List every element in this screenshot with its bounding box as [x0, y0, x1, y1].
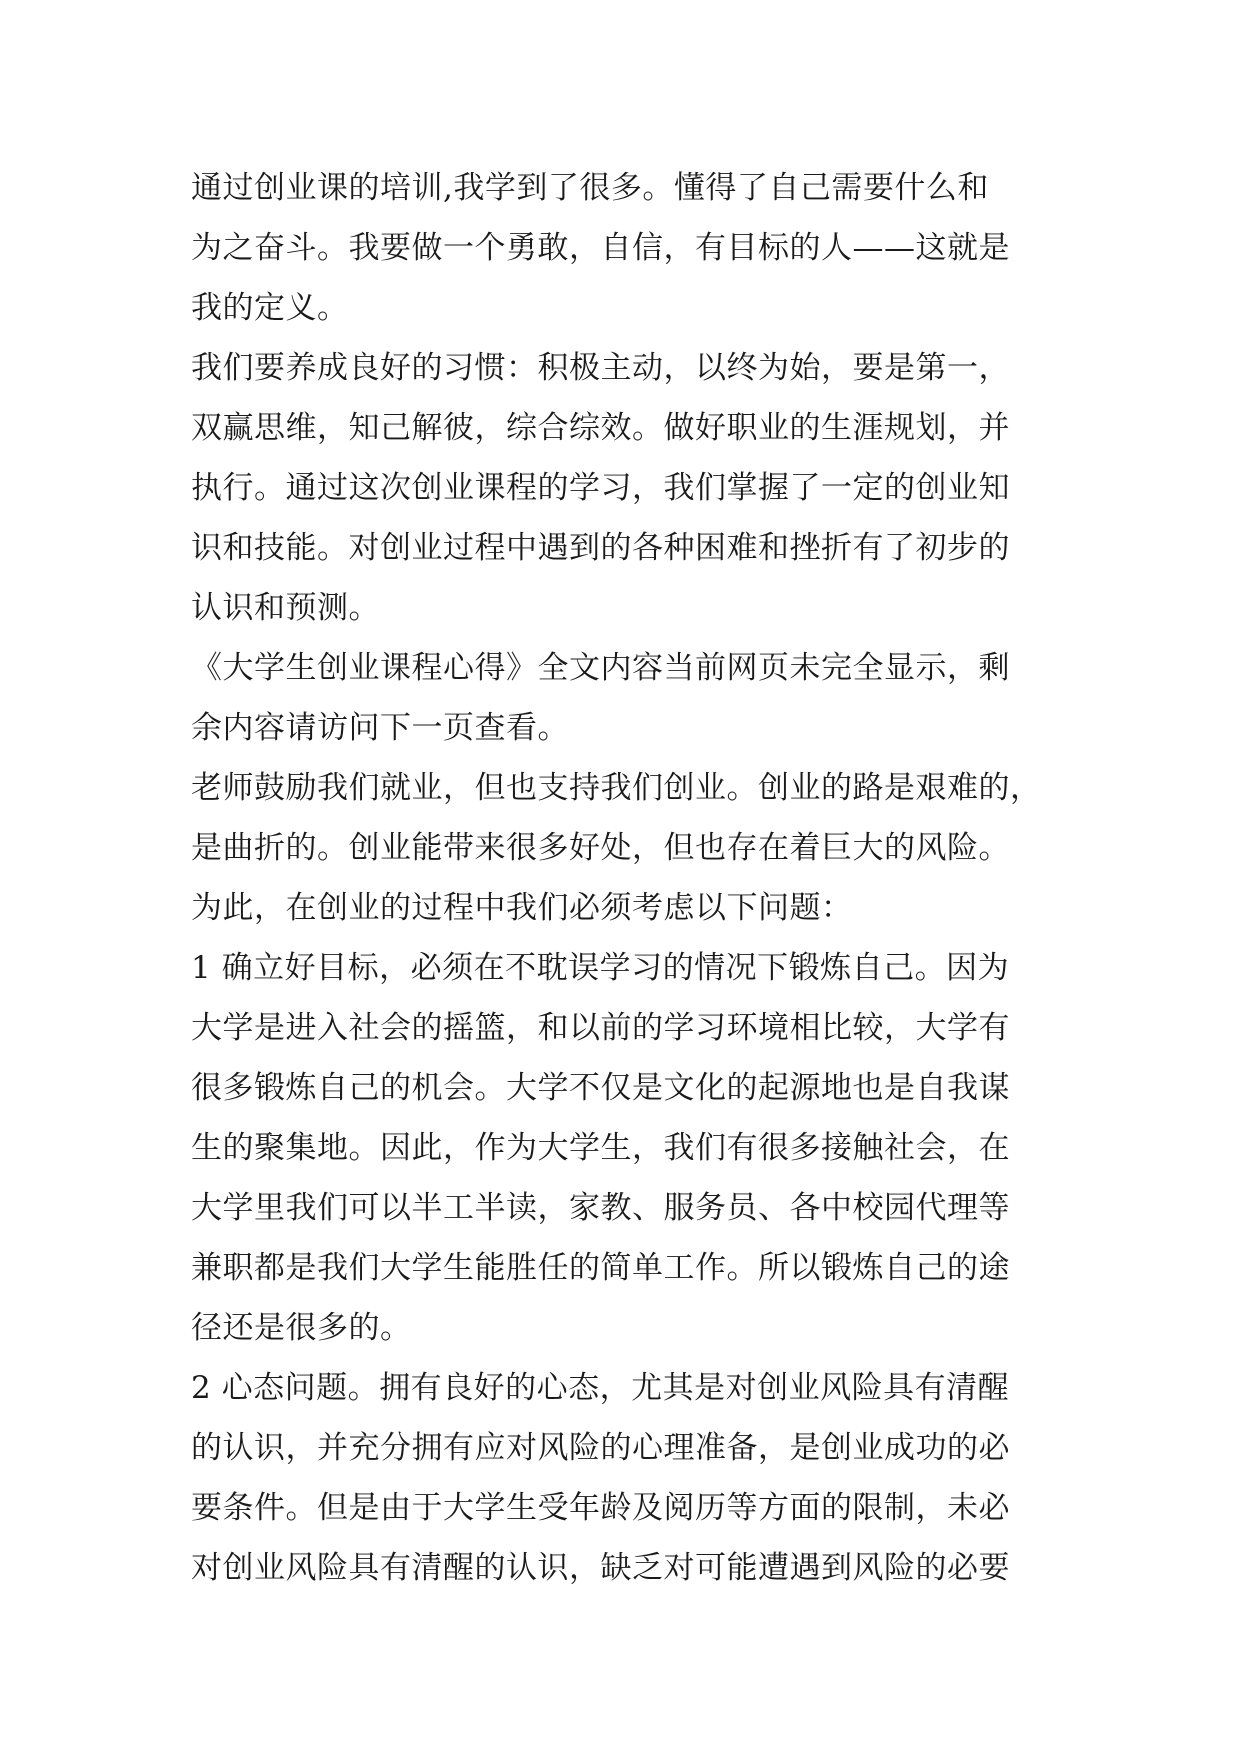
- text-line: 大学里我们可以半工半读，家教、服务员、各中校园代理等: [191, 1190, 1010, 1226]
- text-line: 老师鼓励我们就业，但也支持我们创业。创业的路是艰难的，: [191, 770, 1042, 806]
- text-line: 1 确立好目标，必须在不耽误学习的情况下锻炼自己。因为: [191, 950, 1010, 986]
- text-line: 双赢思维，知己解彼，综合综效。做好职业的生涯规划，并: [191, 410, 1010, 446]
- text-line: 径还是很多的。: [191, 1310, 412, 1346]
- text-line: 的认识，并充分拥有应对风险的心理准备，是创业成功的必: [191, 1430, 1010, 1466]
- text-line: 我的定义。: [191, 290, 349, 326]
- text-line: 《大学生创业课程心得》全文内容当前网页未完全显示，剩: [191, 650, 1010, 686]
- text-line: 通过创业课的培训,我学到了很多。懂得了自己需要什么和: [191, 170, 989, 206]
- text-line: 兼职都是我们大学生能胜任的简单工作。所以锻炼自己的途: [191, 1250, 1010, 1286]
- text-line: 我们要养成良好的习惯：积极主动，以终为始，要是第一，: [191, 350, 1010, 386]
- text-line: 2 心态问题。拥有良好的心态，尤其是对创业风险具有清醒: [191, 1370, 1010, 1406]
- text-line: 对创业风险具有清醒的认识，缺乏对可能遭遇到风险的必要: [191, 1550, 1010, 1586]
- text-line: 识和技能。对创业过程中遇到的各种困难和挫折有了初步的: [191, 530, 1010, 566]
- text-line: 执行。通过这次创业课程的学习，我们掌握了一定的创业知: [191, 470, 1010, 506]
- text-line: 要条件。但是由于大学生受年龄及阅历等方面的限制，未必: [191, 1490, 1010, 1526]
- text-line: 很多锻炼自己的机会。大学不仅是文化的起源地也是自我谋: [191, 1070, 1010, 1106]
- text-line: 大学是进入社会的摇篮，和以前的学习环境相比较，大学有: [191, 1010, 1010, 1046]
- text-line: 生的聚集地。因此，作为大学生，我们有很多接触社会，在: [191, 1130, 1010, 1166]
- text-line: 余内容请访问下一页查看。: [191, 710, 569, 746]
- text-line: 为此，在创业的过程中我们必须考虑以下问题：: [191, 890, 853, 926]
- text-line: 为之奋斗。我要做一个勇敢，自信，有目标的人——这就是: [191, 230, 1010, 266]
- text-line: 是曲折的。创业能带来很多好处，但也存在着巨大的风险。: [191, 830, 1010, 866]
- document-body: [191, 158, 1071, 1598]
- text-line: 认识和预测。: [191, 590, 380, 626]
